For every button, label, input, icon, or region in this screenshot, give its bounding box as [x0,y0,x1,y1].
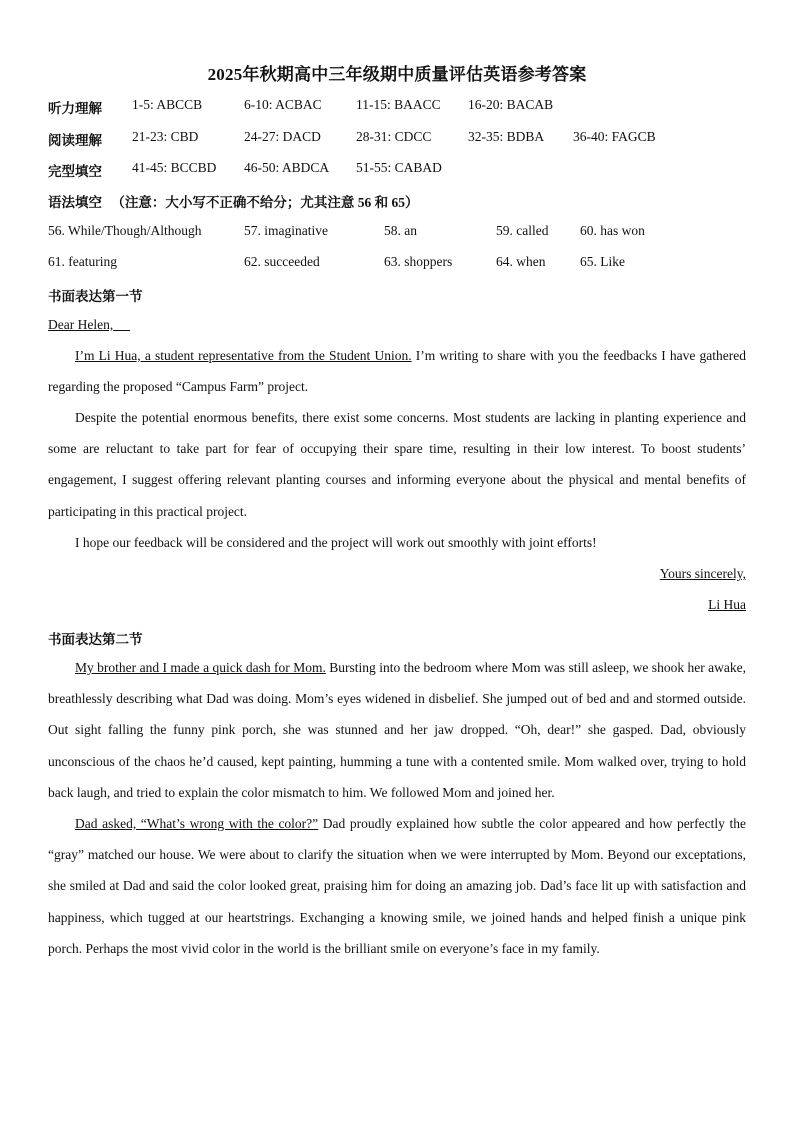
cloze-row [48,160,442,180]
grammar-answer: 65. Like [580,254,625,269]
grammar-answer: 61. featuring [48,254,117,269]
story-paragraph-1-rest: Bursting into the bedroom where Mom was still asleep, we shook her awake, breathlessly describing what Dad was doing. Mom’s eyes widened in disbelief. She jumped out of bed and and stormed outside. Out sight falling the funny pink porch, she was stunned and her jaw dropped. “Oh, dear!” she gasped. Dad, obviously unconscious of the chaos he’d caused, kept painting, humming a tune with a contented smile. Mom walked over, trying to hold back laugh, and tried to explain the color mismatch to him. We followed Mom and joined her. [48,660,746,800]
cloze-answer: 51-55: CABAD [356,160,442,175]
reading-answer: 28-31: CDCC [356,129,432,144]
listening-label: 听力理解 [48,101,102,116]
letter-signature: Li Hua [708,597,746,612]
grammar-heading [48,191,419,211]
letter-paragraph-3: I hope our feedback will be considered and the project will work out smoothly with joint efforts! [75,535,597,550]
writing2-heading: 书面表达第二节 [48,632,143,647]
reading-answer: 32-35: BDBA [468,129,545,144]
salutation [48,317,130,333]
reading-answer: 36-40: FAGCB [573,129,656,144]
story-paragraph-1 [48,652,746,808]
reading-row [48,129,656,149]
listening-answer: 1-5: ABCCB [132,97,203,112]
reading-answer: 21-23: CBD [132,129,199,144]
letter-paragraph-1-rest: I’m writing to share with you the feedbacks I have gathered regarding the proposed “Campus Farm” project. [48,348,746,395]
reading-label: 阅读理解 [48,133,102,148]
letter-closing: Yours sincerely, [659,566,746,581]
listening-answer: 6-10: ACBAC [244,97,322,112]
grammar-label: 语法填空 [48,195,102,210]
letter-opening-sentence: I’m Li Hua, a student representative from the Student Union. [75,348,412,363]
cloze-answer: 46-50: ABDCA [244,160,330,175]
story-opening-sentence: My brother and I made a quick dash for Mom. [75,660,326,675]
listening-answer: 11-15: BAACC [356,97,441,112]
grammar-answer: 57. imaginative [244,223,328,238]
cloze-label: 完型填空 [48,164,102,179]
reading-answer: 24-27: DACD [244,129,321,144]
cloze-answer: 41-45: BCCBD [132,160,217,175]
grammar-answer: 64. when [496,254,546,269]
writing1-heading: 书面表达第一节 [48,289,143,304]
page-title: 2025年秋期高中三年级期中质量评估英语参考答案 [207,65,587,84]
grammar-answer: 60. has won [580,223,645,238]
grammar-answer: 59. called [496,223,549,238]
grammar-note: （注意：大小写不正确不给分；尤其注意 56 和 65） [111,195,419,210]
grammar-answer: 62. succeeded [244,254,320,269]
letter-paragraph-2: Despite the potential enormous benefits, there exist some concerns. Most students are lacking in planting experience and some are reluctant to take part for fear of occupying their spare time, resulting in their low interest. To boost students’ engagement, I suggest offering relevant planting courses and informing everyone about the physical and mental benefits of participating in this practical project. [48,410,746,519]
grammar-answer: 56. While/Though/Although [48,223,202,238]
story-paragraph-2 [48,808,746,964]
story-second-opening-sentence: Dad asked, “What’s wrong with the color?” [75,816,319,831]
listening-row [48,97,554,117]
grammar-answer: 58. an [384,223,417,238]
grammar-answer: 63. shoppers [384,254,453,269]
salutation-text: Dear Helen, [48,317,114,332]
story-paragraph-2-rest: Dad proudly explained how subtle the color appeared and how perfectly the “gray” matched our house. We were about to clarify the situation when we were interrupted by Mom. Beyond our exceptations, she smiled at Dad and said the color looked great, praising him for doing an amazing job. Dad’s face lit up with satisfaction and happiness, which tugged at our heartstrings. Exchanging a knowing smile, we joined hands and helped finish a unique pink porch. Perhaps the most vivid color in the world is the brilliant smile on everyone’s face in my family. [48,816,747,956]
letter-paragraph-1 [48,340,746,402]
listening-answer: 16-20: BACAB [468,97,554,112]
